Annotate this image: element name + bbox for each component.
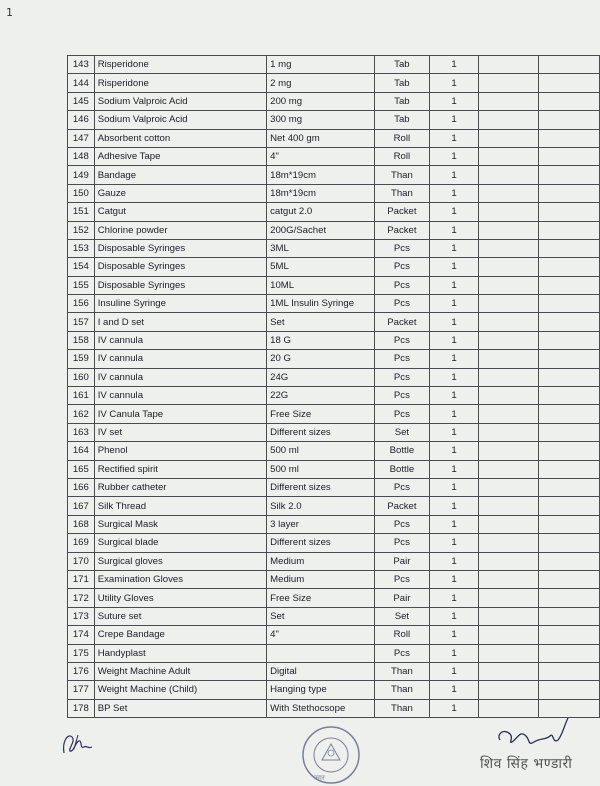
blank-cell [479, 478, 539, 496]
item-name-cell: Examination Gloves [94, 570, 266, 588]
unit-cell: Packet [374, 221, 429, 239]
item-name-cell: Catgut [94, 203, 266, 221]
specification-cell: Set [267, 313, 375, 331]
blank-cell [479, 56, 539, 74]
specification-cell: 4" [267, 147, 375, 165]
specification-cell: 3ML [267, 239, 375, 257]
unit-cell: Pcs [374, 258, 429, 276]
blank-cell [539, 203, 600, 221]
specification-cell: 18m*19cm [267, 166, 375, 184]
blank-cell [539, 497, 600, 515]
unit-cell: Set [374, 607, 429, 625]
blank-cell [539, 239, 600, 257]
unit-cell: Tab [374, 92, 429, 110]
quantity-cell: 1 [430, 662, 479, 680]
table-row [68, 644, 600, 662]
blank-cell [479, 589, 539, 607]
specification-cell: Medium [267, 552, 375, 570]
blank-cell [539, 111, 600, 129]
table-row [68, 387, 600, 405]
blank-cell [479, 92, 539, 110]
table-row [68, 111, 600, 129]
item-name-cell: IV cannula [94, 387, 266, 405]
blank-cell [479, 331, 539, 349]
specification-cell: 10ML [267, 276, 375, 294]
blank-cell [479, 276, 539, 294]
quantity-cell: 1 [430, 552, 479, 570]
seal-text: नगर [314, 774, 325, 782]
serial-number-cell: 150 [68, 184, 95, 202]
table-row [68, 442, 600, 460]
serial-number-cell: 145 [68, 92, 95, 110]
specification-cell: With Stethocsope [267, 699, 375, 717]
specification-cell: Net 400 gm [267, 129, 375, 147]
item-name-cell: IV set [94, 423, 266, 441]
serial-number-cell: 148 [68, 147, 95, 165]
serial-number-cell: 161 [68, 387, 95, 405]
specification-cell [267, 644, 375, 662]
item-name-cell: Sodium Valproic Acid [94, 92, 266, 110]
quantity-cell: 1 [430, 387, 479, 405]
blank-cell [479, 147, 539, 165]
blank-cell [479, 405, 539, 423]
serial-number-cell: 165 [68, 460, 95, 478]
specification-cell: 4" [267, 626, 375, 644]
table-row [68, 331, 600, 349]
specification-cell: 18m*19cm [267, 184, 375, 202]
blank-cell [479, 607, 539, 625]
blank-cell [539, 295, 600, 313]
blank-cell [479, 313, 539, 331]
blank-cell [539, 515, 600, 533]
specification-cell: 20 G [267, 350, 375, 368]
quantity-cell: 1 [430, 478, 479, 496]
quantity-cell: 1 [430, 147, 479, 165]
serial-number-cell: 147 [68, 129, 95, 147]
item-name-cell: Crepe Bandage [94, 626, 266, 644]
blank-cell [479, 570, 539, 588]
blank-cell [479, 497, 539, 515]
blank-cell [539, 478, 600, 496]
blank-cell [539, 442, 600, 460]
quantity-cell: 1 [430, 423, 479, 441]
quantity-cell: 1 [430, 74, 479, 92]
unit-cell: Set [374, 423, 429, 441]
unit-cell: Than [374, 184, 429, 202]
unit-cell: Bottle [374, 460, 429, 478]
specification-cell: Free Size [267, 405, 375, 423]
quantity-cell: 1 [430, 515, 479, 533]
serial-number-cell: 163 [68, 423, 95, 441]
serial-number-cell: 175 [68, 644, 95, 662]
blank-cell [539, 552, 600, 570]
quantity-cell: 1 [430, 129, 479, 147]
blank-cell [539, 387, 600, 405]
blank-cell [539, 423, 600, 441]
specification-cell: 3 layer [267, 515, 375, 533]
blank-cell [539, 258, 600, 276]
item-name-cell: IV cannula [94, 331, 266, 349]
item-name-cell: Rectified spirit [94, 460, 266, 478]
table-row [68, 423, 600, 441]
item-name-cell: IV cannula [94, 350, 266, 368]
quantity-cell: 1 [430, 534, 479, 552]
blank-cell [479, 442, 539, 460]
table-row [68, 515, 600, 533]
table-row [68, 295, 600, 313]
table-row [68, 570, 600, 588]
specification-cell: Different sizes [267, 534, 375, 552]
table-row [68, 276, 600, 294]
blank-cell [479, 460, 539, 478]
table-row [68, 662, 600, 680]
serial-number-cell: 177 [68, 681, 95, 699]
unit-cell: Pcs [374, 534, 429, 552]
unit-cell: Pcs [374, 405, 429, 423]
serial-number-cell: 144 [68, 74, 95, 92]
serial-number-cell: 149 [68, 166, 95, 184]
serial-number-cell: 146 [68, 111, 95, 129]
blank-cell [539, 56, 600, 74]
blank-cell [539, 276, 600, 294]
unit-cell: Roll [374, 147, 429, 165]
unit-cell: Than [374, 662, 429, 680]
blank-cell [479, 534, 539, 552]
blank-cell [479, 184, 539, 202]
blank-cell [539, 166, 600, 184]
specification-cell: Different sizes [267, 423, 375, 441]
quantity-cell: 1 [430, 589, 479, 607]
blank-cell [479, 203, 539, 221]
serial-number-cell: 176 [68, 662, 95, 680]
serial-number-cell: 143 [68, 56, 95, 74]
blank-cell [539, 184, 600, 202]
table-row [68, 552, 600, 570]
blank-cell [479, 644, 539, 662]
unit-cell: Tab [374, 111, 429, 129]
quantity-cell: 1 [430, 644, 479, 662]
table-row [68, 166, 600, 184]
serial-number-cell: 152 [68, 221, 95, 239]
quantity-cell: 1 [430, 607, 479, 625]
serial-number-cell: 153 [68, 239, 95, 257]
serial-number-cell: 169 [68, 534, 95, 552]
specification-cell: 200 mg [267, 92, 375, 110]
unit-cell: Tab [374, 74, 429, 92]
blank-cell [479, 166, 539, 184]
blank-cell [539, 129, 600, 147]
left-signature-icon [58, 727, 98, 759]
quantity-cell: 1 [430, 92, 479, 110]
blank-cell [539, 350, 600, 368]
table-row [68, 74, 600, 92]
blank-cell [479, 258, 539, 276]
supply-table [67, 55, 600, 718]
item-name-cell: Rubber catheter [94, 478, 266, 496]
blank-cell [539, 405, 600, 423]
item-name-cell: Insuline Syringe [94, 295, 266, 313]
supply-table-body [68, 56, 600, 718]
quantity-cell: 1 [430, 497, 479, 515]
item-name-cell: Bandage [94, 166, 266, 184]
specification-cell: Free Size [267, 589, 375, 607]
item-name-cell: Disposable Syringes [94, 276, 266, 294]
blank-cell [539, 662, 600, 680]
blank-cell [539, 147, 600, 165]
unit-cell: Pcs [374, 387, 429, 405]
table-row [68, 221, 600, 239]
table-row [68, 203, 600, 221]
item-name-cell: Handyplast [94, 644, 266, 662]
serial-number-cell: 155 [68, 276, 95, 294]
serial-number-cell: 154 [68, 258, 95, 276]
quantity-cell: 1 [430, 626, 479, 644]
specification-cell: Different sizes [267, 478, 375, 496]
item-name-cell: Surgical blade [94, 534, 266, 552]
blank-cell [539, 74, 600, 92]
serial-number-cell: 166 [68, 478, 95, 496]
item-name-cell: I and D set [94, 313, 266, 331]
table-row [68, 478, 600, 496]
specification-cell: catgut 2.0 [267, 203, 375, 221]
specification-cell: Digital [267, 662, 375, 680]
blank-cell [479, 552, 539, 570]
blank-cell [539, 570, 600, 588]
unit-cell: Pcs [374, 570, 429, 588]
serial-number-cell: 178 [68, 699, 95, 717]
unit-cell: Packet [374, 203, 429, 221]
unit-cell: Than [374, 681, 429, 699]
table-row [68, 350, 600, 368]
quantity-cell: 1 [430, 56, 479, 74]
table-row [68, 313, 600, 331]
quantity-cell: 1 [430, 570, 479, 588]
blank-cell [479, 239, 539, 257]
quantity-cell: 1 [430, 681, 479, 699]
item-name-cell: IV cannula [94, 368, 266, 386]
table-row [68, 258, 600, 276]
unit-cell: Packet [374, 313, 429, 331]
signatory-name: शिव सिंह भण्डारी [480, 756, 573, 772]
blank-cell [539, 460, 600, 478]
specification-cell: 22G [267, 387, 375, 405]
blank-cell [479, 681, 539, 699]
item-name-cell: Chlorine powder [94, 221, 266, 239]
item-name-cell: Gauze [94, 184, 266, 202]
right-signature-icon [488, 708, 578, 758]
item-name-cell: Surgical gloves [94, 552, 266, 570]
quantity-cell: 1 [430, 184, 479, 202]
table-row [68, 56, 600, 74]
quantity-cell: 1 [430, 221, 479, 239]
page-mark: 1 [6, 6, 13, 19]
table-row [68, 239, 600, 257]
unit-cell: Roll [374, 626, 429, 644]
unit-cell: Pair [374, 589, 429, 607]
serial-number-cell: 172 [68, 589, 95, 607]
specification-cell: Medium [267, 570, 375, 588]
quantity-cell: 1 [430, 111, 479, 129]
blank-cell [539, 92, 600, 110]
quantity-cell: 1 [430, 203, 479, 221]
blank-cell [479, 368, 539, 386]
item-name-cell: Weight Machine Adult [94, 662, 266, 680]
specification-cell: Silk 2.0 [267, 497, 375, 515]
unit-cell: Packet [374, 497, 429, 515]
blank-cell [539, 644, 600, 662]
table-row [68, 405, 600, 423]
item-name-cell: Sodium Valproic Acid [94, 111, 266, 129]
item-name-cell: Suture set [94, 607, 266, 625]
unit-cell: Pcs [374, 350, 429, 368]
specification-cell: 1ML Insulin Syringe [267, 295, 375, 313]
serial-number-cell: 173 [68, 607, 95, 625]
quantity-cell: 1 [430, 331, 479, 349]
blank-cell [479, 350, 539, 368]
specification-cell: 5ML [267, 258, 375, 276]
unit-cell: Pcs [374, 478, 429, 496]
unit-cell: Pcs [374, 295, 429, 313]
item-name-cell: Weight Machine (Child) [94, 681, 266, 699]
item-name-cell: Surgical Mask [94, 515, 266, 533]
specification-cell: 300 mg [267, 111, 375, 129]
serial-number-cell: 157 [68, 313, 95, 331]
quantity-cell: 1 [430, 460, 479, 478]
quantity-cell: 1 [430, 350, 479, 368]
unit-cell: Pcs [374, 239, 429, 257]
quantity-cell: 1 [430, 295, 479, 313]
unit-cell: Pcs [374, 331, 429, 349]
specification-cell: 24G [267, 368, 375, 386]
table-row [68, 92, 600, 110]
serial-number-cell: 164 [68, 442, 95, 460]
unit-cell: Than [374, 699, 429, 717]
serial-number-cell: 151 [68, 203, 95, 221]
quantity-cell: 1 [430, 258, 479, 276]
blank-cell [479, 626, 539, 644]
item-name-cell: Utility Gloves [94, 589, 266, 607]
table-row [68, 184, 600, 202]
blank-cell [479, 662, 539, 680]
blank-cell [479, 74, 539, 92]
blank-cell [539, 607, 600, 625]
specification-cell: 500 ml [267, 460, 375, 478]
blank-cell [539, 534, 600, 552]
blank-cell [479, 387, 539, 405]
blank-cell [479, 295, 539, 313]
blank-cell [479, 129, 539, 147]
serial-number-cell: 162 [68, 405, 95, 423]
unit-cell: Tab [374, 56, 429, 74]
official-seal-icon [300, 724, 362, 786]
serial-number-cell: 170 [68, 552, 95, 570]
specification-cell: 18 G [267, 331, 375, 349]
quantity-cell: 1 [430, 313, 479, 331]
table-row [68, 589, 600, 607]
item-name-cell: Disposable Syringes [94, 258, 266, 276]
table-row [68, 147, 600, 165]
blank-cell [539, 681, 600, 699]
blank-cell [539, 589, 600, 607]
table-row [68, 681, 600, 699]
unit-cell: Than [374, 166, 429, 184]
blank-cell [539, 221, 600, 239]
blank-cell [479, 515, 539, 533]
quantity-cell: 1 [430, 276, 479, 294]
unit-cell: Pair [374, 552, 429, 570]
item-name-cell: Risperidone [94, 74, 266, 92]
item-name-cell: Risperidone [94, 56, 266, 74]
unit-cell: Pcs [374, 276, 429, 294]
table-row [68, 534, 600, 552]
unit-cell: Pcs [374, 515, 429, 533]
table-row [68, 368, 600, 386]
quantity-cell: 1 [430, 405, 479, 423]
blank-cell [539, 626, 600, 644]
unit-cell: Bottle [374, 442, 429, 460]
unit-cell: Roll [374, 129, 429, 147]
specification-cell: 1 mg [267, 56, 375, 74]
blank-cell [479, 423, 539, 441]
quantity-cell: 1 [430, 239, 479, 257]
table-row [68, 129, 600, 147]
blank-cell [539, 331, 600, 349]
quantity-cell: 1 [430, 368, 479, 386]
quantity-cell: 1 [430, 442, 479, 460]
serial-number-cell: 159 [68, 350, 95, 368]
serial-number-cell: 171 [68, 570, 95, 588]
quantity-cell: 1 [430, 699, 479, 717]
item-name-cell: Phenol [94, 442, 266, 460]
item-name-cell: BP Set [94, 699, 266, 717]
table-row [68, 460, 600, 478]
quantity-cell: 1 [430, 166, 479, 184]
serial-number-cell: 156 [68, 295, 95, 313]
item-name-cell: Silk Thread [94, 497, 266, 515]
specification-cell: Set [267, 607, 375, 625]
specification-cell: 200G/Sachet [267, 221, 375, 239]
blank-cell [479, 221, 539, 239]
table-row [68, 626, 600, 644]
table-row [68, 607, 600, 625]
serial-number-cell: 158 [68, 331, 95, 349]
serial-number-cell: 167 [68, 497, 95, 515]
blank-cell [479, 111, 539, 129]
specification-cell: 500 ml [267, 442, 375, 460]
item-name-cell: Absorbent cotton [94, 129, 266, 147]
serial-number-cell: 168 [68, 515, 95, 533]
table-row [68, 497, 600, 515]
serial-number-cell: 160 [68, 368, 95, 386]
item-name-cell: Adhesive Tape [94, 147, 266, 165]
unit-cell: Pcs [374, 644, 429, 662]
specification-cell: 2 mg [267, 74, 375, 92]
item-name-cell: Disposable Syringes [94, 239, 266, 257]
serial-number-cell: 174 [68, 626, 95, 644]
blank-cell [539, 368, 600, 386]
specification-cell: Hanging type [267, 681, 375, 699]
item-name-cell: IV Canula Tape [94, 405, 266, 423]
unit-cell: Pcs [374, 368, 429, 386]
blank-cell [539, 313, 600, 331]
